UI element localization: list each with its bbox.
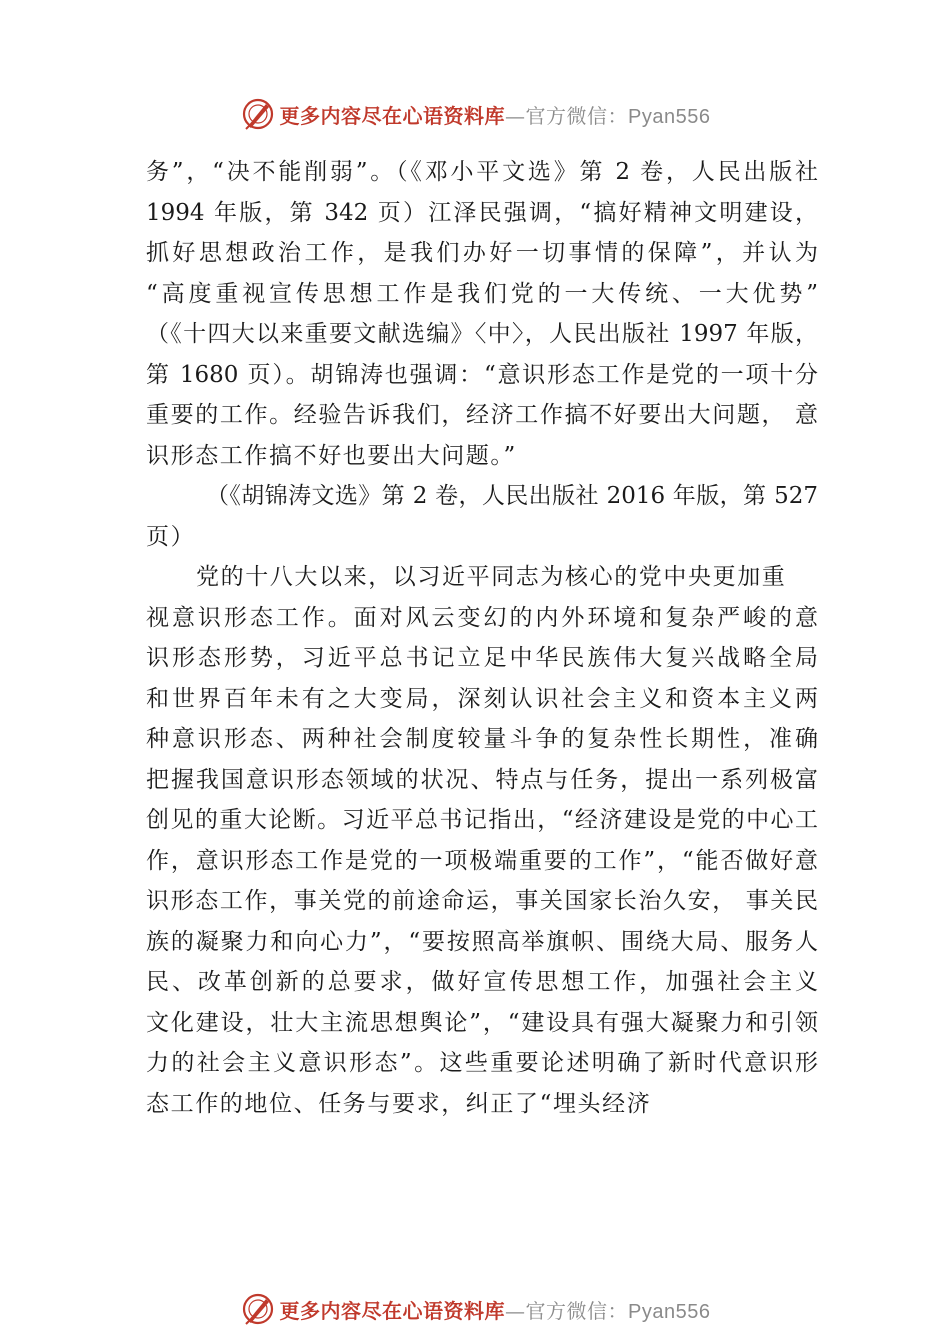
quill-seal-icon bbox=[240, 1291, 276, 1327]
body-line-21: 民、改革创新的总要求，做好宣传思想工作，加强社会主义 bbox=[146, 969, 818, 995]
watermark-header bbox=[0, 92, 950, 136]
citation-line-1: （《胡锦涛文选》第 2 卷，人民出版社 2016 年版，第 527 bbox=[206, 483, 818, 509]
body-line-7: 重要的工作。经验告诉我们，经济工作搞不好要出大问题， 意 bbox=[146, 402, 818, 428]
body-line-14: 和世界百年未有之大变局，深刻认识社会主义和资本主义两 bbox=[146, 685, 818, 712]
quill-seal-icon bbox=[240, 96, 276, 132]
body-line-17: 创见的重大论断。习近平总书记指出，“经济建设是党的中心工 bbox=[146, 807, 818, 833]
watermark-footer bbox=[0, 1287, 950, 1331]
body-line-6: 第 1680 页）。胡锦涛也强调：“意识形态工作是党的一项十分 bbox=[146, 361, 818, 388]
watermark-sub-text: 官方微信： bbox=[525, 1298, 629, 1323]
body-line-3: 抓好思想政治工作，是我们办好一切事情的保障”，并认为 bbox=[146, 240, 818, 266]
body-line-8: 识形态工作搞不好也要出大问题。” bbox=[146, 442, 517, 469]
body-line-15: 种意识形态、两种社会制度较量斗争的复杂性长期性，准确 bbox=[146, 726, 818, 752]
watermark-wechat-id: Pyan556 bbox=[628, 105, 711, 128]
body-line-18: 作，意识形态工作是党的一项极端重要的工作”，“能否做好意 bbox=[146, 847, 818, 874]
paragraph-start-line: 党的十八大以来，以习近平同志为核心的党中央更加重 bbox=[196, 564, 787, 590]
watermark-main-text: 更多内容尽在心语资料库 bbox=[279, 1298, 506, 1323]
watermark-sub-text: 官方微信： bbox=[525, 103, 629, 128]
body-line-12: 视意识形态工作。面对风云变幻的内外环境和复杂严峻的意 bbox=[146, 604, 818, 631]
watermark-dash: — bbox=[505, 1298, 526, 1323]
body-line-22: 文化建设，壮大主流思想舆论”，“建设具有强大凝聚力和引领 bbox=[146, 1009, 818, 1036]
watermark-dash: — bbox=[505, 103, 526, 128]
body-line-5: （《十四大以来重要文献选编》〈中〉，人民出版社 1997 年版， bbox=[146, 321, 818, 347]
citation-line-2: 页） bbox=[146, 523, 196, 550]
body-line-4: “高度重视宣传思想工作是我们党的一大传统、一大优势” bbox=[146, 280, 818, 307]
body-line-24: 态工作的地位、任务与要求，纠正了“埋头经济 bbox=[146, 1090, 652, 1117]
body-line-20: 族的凝聚力和向心力”，“要按照高举旗帜、围绕大局、服务人 bbox=[146, 928, 818, 955]
body-line-19: 识形态工作，事关党的前途命运，事关国家长治久安， 事关民 bbox=[146, 888, 818, 914]
watermark-main-text: 更多内容尽在心语资料库 bbox=[279, 103, 506, 128]
body-line-13: 识形态形势，习近平总书记立足中华民族伟大复兴战略全局 bbox=[146, 645, 818, 671]
body-line-1: 务”，“决不能削弱”。（《邓小平文选》第 2 卷，人民出版社 bbox=[146, 159, 818, 185]
watermark-wechat-id: Pyan556 bbox=[628, 1300, 711, 1323]
body-line-16: 把握我国意识形态领域的状况、特点与任务，提出一系列极富 bbox=[146, 766, 818, 793]
document-body bbox=[146, 152, 818, 1124]
body-line-23: 力的社会主义意识形态”。这些重要论述明确了新时代意识形 bbox=[146, 1050, 818, 1076]
body-line-2: 1994 年版，第 342 页）江泽民强调，“搞好精神文明建设， bbox=[146, 199, 818, 226]
